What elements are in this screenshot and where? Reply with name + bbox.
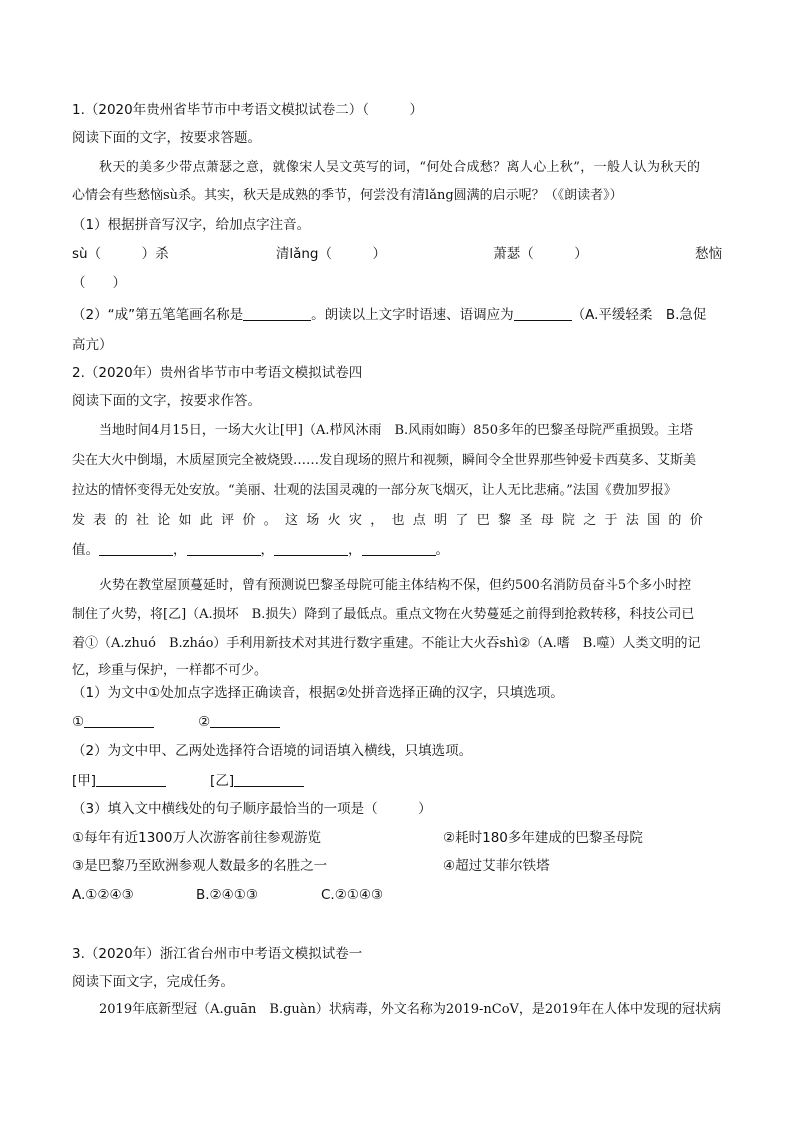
fill-lang: 清lǎng（ ） xyxy=(275,246,386,262)
answer-choice-c[interactable]: C.②①④③ xyxy=(321,887,384,903)
fill-xiaose: 萧瑟（ ） xyxy=(493,246,588,262)
answer-blank[interactable] xyxy=(210,713,280,728)
option-3: ③是巴黎乃至欧洲参观人数最多的名胜之一 xyxy=(72,858,328,874)
question-1-title: 1.（2020年贵州省毕节市中考语文模拟试卷二）（ ） xyxy=(72,102,423,118)
question-2-instruction: 阅读下面的文字，按要求作答。 xyxy=(72,393,261,409)
q1-subquestion-2-cont: 高亢） xyxy=(72,337,113,353)
q2-passage-line: 当地时间4月15日，一场大火让[甲]（A.栉风沐雨 B.风雨如晦）850多年的巴黎圣母院严重损毁。主塔 xyxy=(99,423,693,438)
q2-passage-line: 着①（A.zhuó B.zháo）手利用新技术对其进行数字重建。不能让大火吞shì②（A.嗜 B.噬）人类文明的记 xyxy=(72,636,701,651)
option-1: ①每年有近1300万人次游客前往参观游览 xyxy=(72,830,321,846)
answer-blank[interactable] xyxy=(514,306,572,321)
q3-passage-line: 2019年底新型冠（A.guān B.guàn）状病毒，外文名称为2019-nCoV，是2019年在人体中发现的冠状病 xyxy=(99,1002,722,1017)
answer-blank[interactable] xyxy=(234,772,304,787)
q1-passage-line: 心情会有些愁恼sù杀。其实，秋天是成熟的季节，何尝没有清lǎng圆满的启示呢？（《朗读者》） xyxy=(72,188,623,203)
q2-subquestion-3: （3）填入文中横线处的句子顺序最恰当的一项是（ ） xyxy=(72,801,432,817)
q1-fill-row xyxy=(72,244,722,264)
question-1-instruction: 阅读下面的文字，按要求答题。 xyxy=(72,130,261,146)
q1-subquestion-1: （1）根据拼音写汉字，给加点字注音。 xyxy=(72,217,311,233)
sentence-blank-4[interactable] xyxy=(362,541,436,556)
q2-passage-line: 发表的社论如此评价。这场火灾，也点明了巴黎圣母院之于法国的价 xyxy=(72,513,712,528)
q2-passage-line: 拉达的情怀变得无处安放。“美丽、壮观的法国灵魂的一部分灰飞烟灭，让人无比悲痛。”法国《费加罗报》 xyxy=(72,483,677,498)
answer-blank[interactable] xyxy=(84,713,154,728)
q2-passage-line: 忆，珍重与保护，一样都不可少。 xyxy=(72,663,268,678)
q2-passage-line: 尖在大火中倒塌，木质屋顶完全被烧毁……发自现场的照片和视频，瞬间令全世界那些钟爱卡西莫多、艾斯美 xyxy=(72,453,697,468)
q2-subquestion-2: （2）为文中甲、乙两处选择符合语境的词语填入横线，只填选项。 xyxy=(72,743,473,759)
answer-choice-a[interactable]: A.①②④③ xyxy=(72,887,134,903)
answer-blank[interactable] xyxy=(243,306,311,321)
q2-passage-line: 火势在教堂屋顶蔓延时，曾有预测说巴黎圣母院可能主体结构不保，但约500名消防员奋斗5个多小时控 xyxy=(99,578,692,593)
sentence-blank-3[interactable] xyxy=(274,541,348,556)
question-3-instruction: 阅读下面文字，完成任务。 xyxy=(72,974,234,990)
q2-blank-line: 值。 ， ， ， 。 xyxy=(72,542,449,558)
fill-chounao: 愁恼 xyxy=(695,246,722,262)
q2-sub2-answer-row: [甲] [乙] xyxy=(72,771,304,791)
fill-chounao-bracket: （ ） xyxy=(72,275,126,291)
q2-passage-line: 制住了火势，将[乙]（A.损坏 B.损失）降到了最低点。重点文物在火势蔓延之前得到抢救转移，科技公司已 xyxy=(72,607,695,622)
q2-subquestion-1: （1）为文中①处加点字选择正确读音，根据②处拼音选择正确的汉字，只填选项。 xyxy=(72,685,564,701)
answer-blank[interactable] xyxy=(96,772,166,787)
option-4: ④超过艾菲尔铁塔 xyxy=(443,858,550,874)
sentence-blank-2[interactable] xyxy=(187,541,261,556)
question-3-title: 3.（2020年）浙江省台州市中考语文模拟试卷一 xyxy=(72,946,363,962)
sentence-blank-1[interactable] xyxy=(99,541,173,556)
fill-su: sù（ ）杀 xyxy=(72,246,169,262)
answer-choice-b[interactable]: B.②④①③ xyxy=(196,887,258,903)
q1-passage-line: 秋天的美多少带点萧瑟之意，就像宋人吴文英写的词，“何处合成愁？离人心上秋”，一般人认为秋天的 xyxy=(99,160,701,175)
question-2-title: 2.（2020年）贵州省毕节市中考语文模拟试卷四 xyxy=(72,365,363,381)
option-2: ②耗时180多年建成的巴黎圣母院 xyxy=(443,830,643,846)
q1-subquestion-2: （2）“成”第五笔笔画名称是 。朗读以上文字时语速、语调应为 （A.平缓轻柔 B.急促 xyxy=(72,307,707,323)
q2-sub1-answer-row: ① ② xyxy=(72,712,280,732)
